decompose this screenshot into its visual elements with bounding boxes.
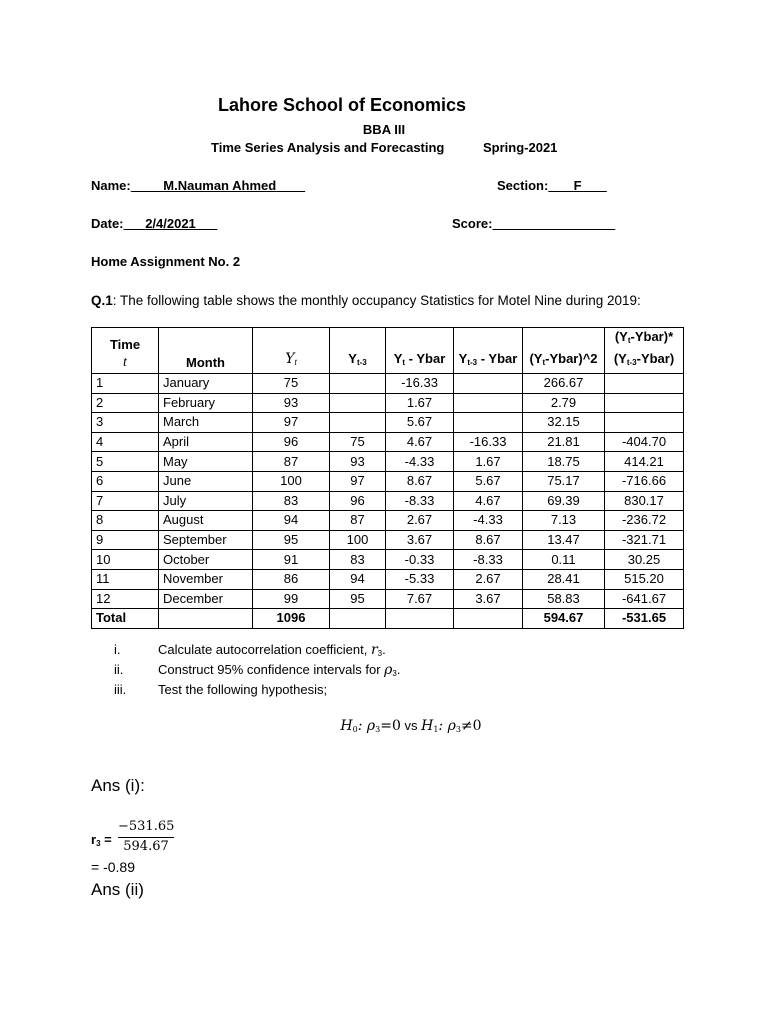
course-name: Time Series Analysis and Forecasting [211,140,445,155]
total-label: Total [92,609,159,629]
table-row: 10 October 91 83 -0.33 -8.33 0.11 30.25 [92,550,684,570]
question-1 [91,293,641,308]
task-1-text: Calculate autocorrelation coefficient, r3. [158,642,386,658]
date-value: 2/4/2021 [145,216,196,231]
table-row: 7 July 83 96 -8.33 4.67 69.39 830.17 [92,491,684,511]
date-label: Date: [91,216,124,231]
hypothesis-equation: H0: ρ3=0 vs H1: ρ3≠0 [340,718,482,734]
total-squared: 594.67 [523,609,605,629]
header-squared: (Yt-Ybar)^2 [523,328,605,374]
table-header-row [92,328,684,374]
answer-1-heading: Ans (i): [91,776,145,795]
table-row: 5 May 87 93 -4.33 1.67 18.75 414.21 [92,452,684,472]
header-yt3: Yt-3 [330,328,386,374]
score-label: Score: [452,216,493,231]
section-field [497,178,607,193]
term: Spring-2021 [483,140,558,155]
total-yt: 1096 [253,609,330,629]
question-label: Q.1 [91,293,113,308]
r3-result: = -0.89 [91,859,135,875]
table-row: 3 March 97 5.67 32.15 [92,413,684,433]
r3-label: r3 = [91,832,112,848]
table-body [92,374,684,629]
fraction-denominator: 594.67 [123,839,169,854]
total-product: -531.65 [605,609,684,629]
question-text: : The following table shows the monthly occupancy Statistics for Motel Nine during 2019: [112,293,641,308]
header-month: Month [159,328,253,374]
task-3-text: Test the following hypothesis; [158,682,328,697]
task-2-text: Construct 95% confidence intervals for ρ3. [158,662,401,678]
header-yt: Yt [253,328,330,374]
header-product: (Yt-Ybar)* (Yt-3-Ybar) [605,328,684,374]
score-value [492,216,615,231]
table-row: 9 September 95 100 3.67 8.67 13.47 -321.71 [92,530,684,550]
assignment-title: Home Assignment No. 2 [91,254,241,269]
school-title: Lahore School of Economics [217,95,467,115]
course-level: BBA III [362,122,406,137]
table-row: 11 November 86 94 -5.33 2.67 28.41 515.20 [92,569,684,589]
name-value: M.Nauman Ahmed [163,178,277,193]
task-3-number: iii. [114,682,127,697]
answer-2-heading: Ans (ii) [91,880,144,899]
task-1-number: i. [114,642,121,657]
name-label: Name: [91,178,131,193]
table-total-row [92,609,684,629]
table-row: 2 February 93 1.67 2.79 [92,393,684,413]
table-row: 12 December 99 95 7.67 3.67 58.83 -641.67 [92,589,684,609]
table-row: 1 January 75 -16.33 266.67 [92,374,684,394]
header-dev3: Yt-3 - Ybar [454,328,523,374]
header-dev: Yt - Ybar [386,328,454,374]
table-row: 8 August 94 87 2.67 -4.33 7.13 -236.72 [92,511,684,531]
section-value: F [573,178,582,193]
header-time: Time t [92,328,159,374]
task-2-number: ii. [114,662,124,677]
fraction-numerator: −531.65 [118,819,175,834]
occupancy-table [91,327,684,629]
table-row: 4 April 96 75 4.67 -16.33 21.81 -404.70 [92,432,684,452]
name-field [91,178,305,193]
fraction-bar [118,837,174,838]
table-row: 6 June 100 97 8.67 5.67 75.17 -716.66 [92,471,684,491]
date-field [91,216,217,231]
score-field [452,216,615,231]
section-label: Section: [497,178,549,193]
